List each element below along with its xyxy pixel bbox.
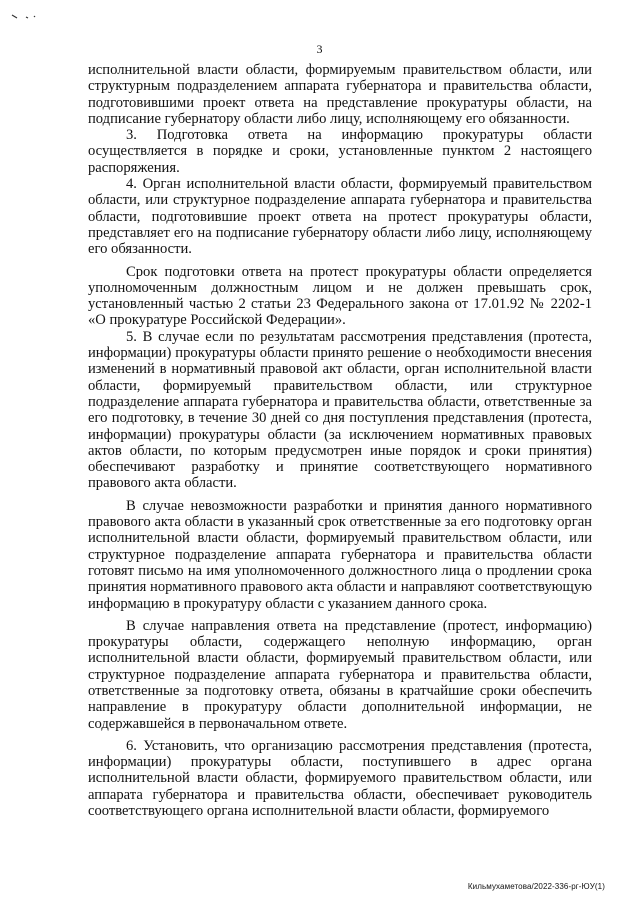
paragraph-item-6: 6. Установить, что организацию рассмотрения представления (протеста, информации) прокуратуры области, поступившего в адрес органа исполнительной власти области, формируемого правительством области, или аппарата губернатора и правительства области, обеспечивает руководитель соответствующего органа исполнительной власти области, формируемого	[88, 737, 592, 820]
page-number: 3	[316, 42, 323, 56]
paragraph-impossibility: В случае невозможности разработки и принятия данного нормативного правового акта области в указанный срок ответственные за его подготовку орган исполнительной власти области, формируемый правительством области, или структурное подразделение аппарата губернатора и правительства области готовят письмо на имя уполномоченного должностного лица о продлении срока принятия нормативного правового акта области и направляют соответствующую информацию в прокуратуру области с указанием данного срока.	[88, 497, 592, 612]
paragraph-continuation: исполнительной власти области, формируемым правительством области, или структурным подразделением аппарата губернатора и правительства области, подготовившими проект ответа на представление прокуратуры области, на подписание губернатору области либо лицу, исполняющему его обязанности.	[88, 62, 592, 127]
paragraph-item-3: 3. Подготовка ответа на информацию прокуратуры области осуществляется в порядке и сроки, установленные пунктом 2 настоящего распоряжения.	[88, 127, 592, 176]
paragraph-incomplete-info: В случае направления ответа на представление (протест, информацию) прокуратуры области, содержащего неполную информацию, орган исполнительной власти области, формируемый правительством области, или структурное подразделение аппарата губернатора и правительства области, ответственные за подготовку ответа, обязаны в кратчайшие сроки обеспечить направление в прокуратуру области дополнительной информации, не содержавшейся в первоначальном ответе.	[88, 617, 592, 732]
paragraph-protest-deadline: Срок подготовки ответа на протест прокуратуры области определяется уполномоченным должностным лицом и не должен превышать срок, установленный частью 2 статьи 23 Федерального закона от 17.01.92 № 2202-1 «О прокуратуре Российской Федерации».	[88, 263, 592, 329]
paragraph-item-5: 5. В случае если по результатам рассмотрения представления (протеста, информации) прокуратуры области принято решение о необходимости внесения изменений в нормативный правовой акт области, орган исполнительной власти области, формируемый правительством области, или структурное подразделение аппарата губернатора и правительства области, ответственные за его подготовку, в течение 30 дней со дня поступления представления (протеста, информации) прокуратуры области (за исключением нормативных правовых актов области, по которым предусмотрен иные порядок и сроки принятия) обеспечивают разработку и принятие соответствующего нормативного правового акта области.	[88, 328, 592, 492]
document-body	[88, 62, 592, 819]
scan-artifact-icon	[10, 12, 50, 22]
footer-reference: Кильмухаметова/2022-336-рг-ЮУ(1)	[467, 882, 605, 891]
paragraph-item-4: 4. Орган исполнительной власти области, формируемый правительством области, или структурное подразделение аппарата губернатора и правительства области, подготовившие проект ответа на протест прокуратуры области, представляет его на подписание губернатору области либо лицу, исполняющему его обязанности.	[88, 176, 592, 258]
